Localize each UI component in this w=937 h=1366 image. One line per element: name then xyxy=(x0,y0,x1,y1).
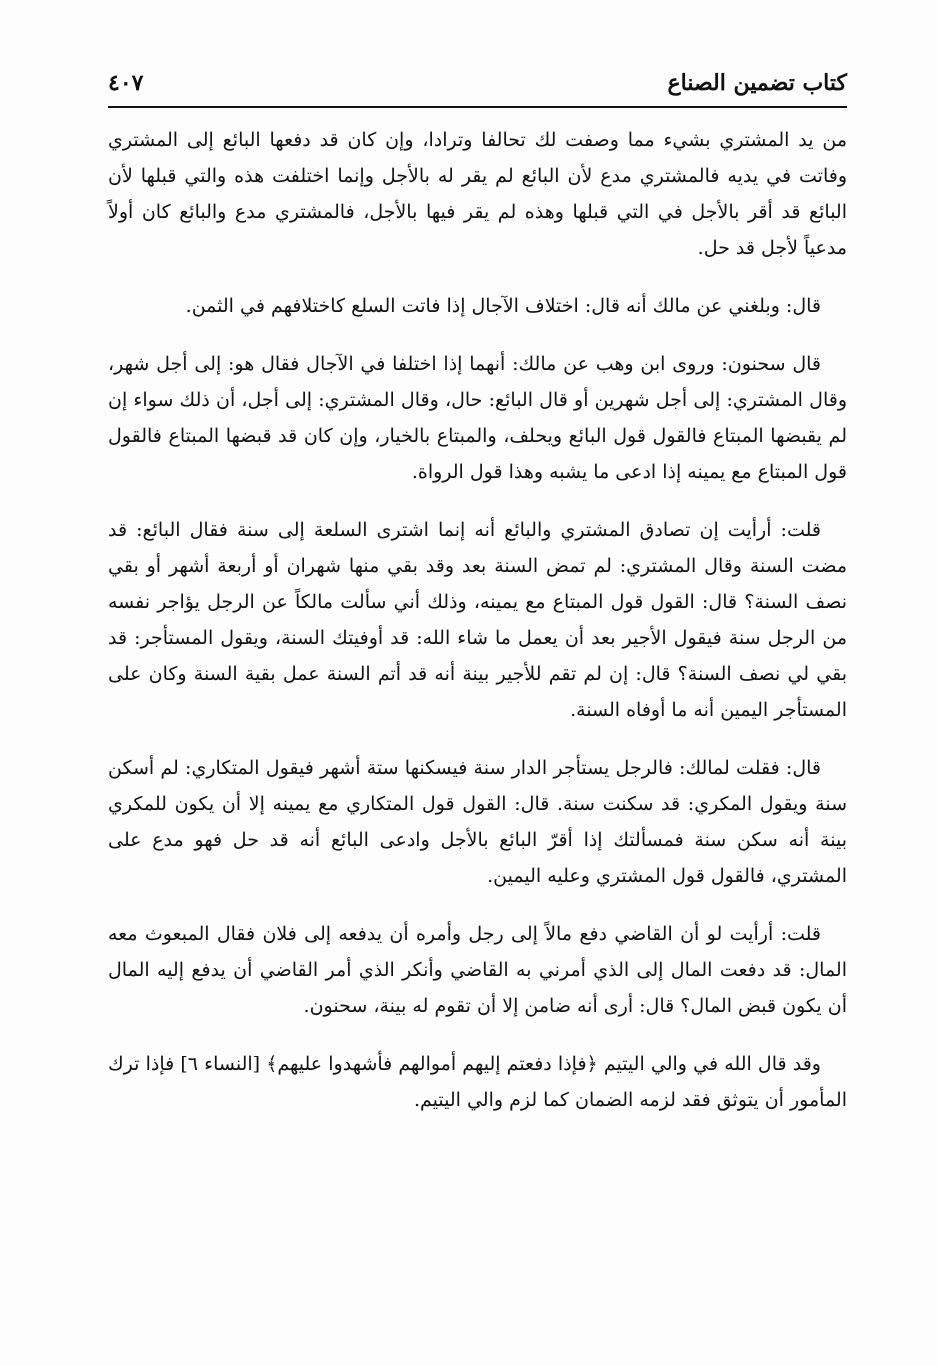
page-number: ٤٠٧ xyxy=(108,70,144,96)
paragraph: قلت: أرأيت إن تصادق المشتري والبائع أنه إنما اشترى السلعة إلى سنة فقال البائع: قد مضت السنة وقال المشتري: لم تمض السنة بعد وقد بقي منها شهران أو أربعة أشهر أو بقي نصف السنة؟ قال: القول قول المبتاع مع يمينه، وذلك أني سألت مالكاً عن الرجل يؤاجر نفسه من الرجل سنة فيقول الأجير بعد أن يعمل ما شاء الله: قد أوفيتك السنة، ويقول المستأجر: قد بقي لي نصف السنة؟ قال: إن لم تقم للأجير بينة أنه قد أتم السنة عمل بقية السنة وكان على المستأجر اليمين أنه ما أوفاه السنة. xyxy=(108,519,847,721)
page-body xyxy=(108,122,847,1140)
paragraph: قلت: أرأيت لو أن القاضي دفع مالاً إلى رجل وأمره أن يدفعه إلى فلان فقال المبعوث معه المال: قد دفعت المال إلى الذي أمرني به القاضي وأنكر الذي أمر القاضي أن يدفع إليه المال أن يكون قبض المال؟ قال: أرى أنه ضامن إلا أن تقوم له بينة، سحنون. xyxy=(108,923,847,1017)
paragraph: قال: فقلت لمالك: فالرجل يستأجر الدار سنة فيسكنها ستة أشهر فيقول المتكاري: لم أسكن سنة ويقول المكري: قد سكنت سنة. قال: القول قول المتكاري مع يمينه إلا أن يكون للمكري بينة أنه سكن سنة فمسألتك إذا أقرّ البائع بالأجل وادعى البائع أنه قد حل فهو مدع على المشتري، فالقول قول المشتري وعليه اليمين. xyxy=(108,757,847,887)
paragraph: قال سحنون: وروى ابن وهب عن مالك: أنهما إذا اختلفا في الآجال فقال هو: إلى أجل شهر، وقال المشتري: إلى أجل شهرين أو قال البائع: حال، وقال المشتري: إلى أجل، أن ذلك سواء إن لم يقبضها المبتاع فالقول قول البائع ويحلف، والمبتاع بالخيار، وإن كان قد قبضها المبتاع فالقول قول المبتاع مع يمينه إذا ادعى ما يشبه وهذا قول الرواة. xyxy=(108,353,847,483)
paragraph: من يد المشتري بشيء مما وصفت لك تحالفا وترادا، وإن كان قد دفعها البائع إلى المشتري وفاتت في يديه فالمشتري مدع لأن البائع لم يقر له بالأجل وإنما اختلفت هذه والتي قبلها لأن البائع قد أقر بالأجل في التي قبلها وهذه لم يقر فيها بالأجل، فالمشتري مدع والبائع كان أولاً مدعياً لأجل قد حل. xyxy=(108,129,847,259)
paragraph: قال: وبلغني عن مالك أنه قال: اختلاف الآجال إذا فاتت السلع كاختلافهم في الثمن. xyxy=(185,295,821,317)
paragraph: وقد قال الله في والي اليتيم ﴿فإذا دفعتم إليهم أموالهم فأشهدوا عليهم﴾ [النساء ٦] فإذا ترك المأمور أن يتوثق فقد لزمه الضمان كما لزم والي اليتيم. xyxy=(108,1053,847,1111)
page-header xyxy=(108,62,847,108)
book-title: كتاب تضمين الصناع xyxy=(667,70,847,96)
